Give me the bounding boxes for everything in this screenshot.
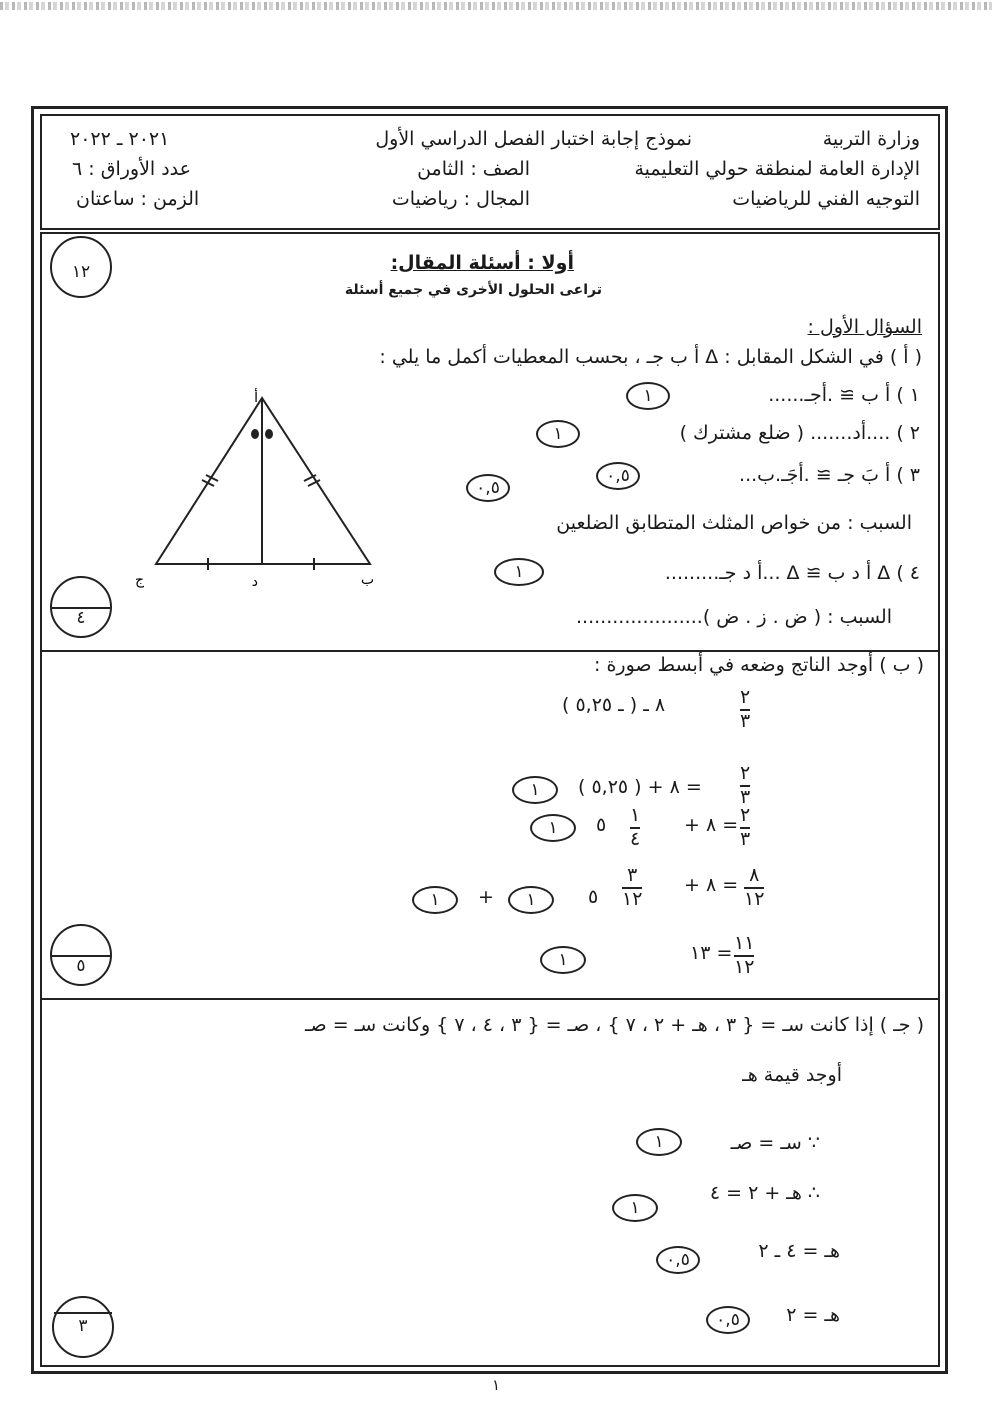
row-5: = ١٣ <box>690 942 733 964</box>
pages-count: عدد الأوراق : ٦ <box>72 158 191 180</box>
mark-circle: ١ <box>508 886 554 914</box>
q1a-line2: ٢ ) ....أد....... ( ضلع مشترك ) <box>679 422 920 444</box>
fraction: ٢ ٣ <box>740 762 751 808</box>
reason-2: السبب : ( ض . ز . ض )..................... <box>576 606 892 628</box>
triangle-figure <box>134 390 390 590</box>
q1a-line1: ١ ) أ ب ≅ .أجـ...... <box>768 384 920 406</box>
label-d: د <box>251 574 258 590</box>
fraction: ١١ ١٢ <box>734 932 755 978</box>
label-c: ج <box>134 572 144 588</box>
fraction: ٢ ٣ <box>740 686 751 732</box>
step-4: هـ = ٢ <box>786 1304 840 1326</box>
row-4: = ٨ + <box>684 874 739 896</box>
row-1: ٨ ـ ( ـ ٥,٢٥ ) <box>562 694 666 716</box>
subject: المجال : رياضيات <box>391 188 530 210</box>
q1a-prompt: ( أ ) في الشكل المقابل : Δ أ ب جـ ، بحسب المعطيات أكمل ما يلي : <box>379 346 922 368</box>
whole-part: ٥ <box>588 886 599 908</box>
divider-2 <box>40 998 940 1000</box>
score-circle-q1c: ٣ <box>52 1296 114 1358</box>
fraction: ٨ ١٢ <box>744 864 765 910</box>
label-b: ب <box>360 572 374 588</box>
mark-circle: ١ <box>626 382 670 410</box>
mark-circle: ١ <box>530 814 576 842</box>
q1b-prompt: ( ب ) أوجد الناتج وضعه في أبسط صورة : <box>594 654 924 676</box>
mark-circle: ١ <box>636 1128 682 1156</box>
whole-part: ٥ <box>596 814 607 836</box>
q1c-prompt: ( جـ ) إذا كانت سـ = { ٣ ، هـ + ٢ ، ٧ } ، صـ = { ٣ ، ٤ ، ٧ } وكانت سـ = صـ <box>304 1014 924 1036</box>
mark-circle: ١ <box>494 558 544 586</box>
mark-circle: ٠,٥ <box>656 1246 700 1274</box>
row-3: = ٨ + <box>684 814 739 836</box>
step-3: هـ = ٤ ـ ٢ <box>758 1240 840 1262</box>
q1a-line4: ٤ ) Δ أ د ب ≅ Δ ...أ د جـ......... <box>664 562 920 584</box>
ministry: وزارة التربية <box>822 128 920 150</box>
q1-heading: السؤال الأول : <box>807 316 922 338</box>
mark-circle: ٠,٥ <box>466 474 510 502</box>
grade: الصف : الثامن <box>417 158 530 180</box>
step-2: ∴ هـ + ٢ = ٤ <box>709 1182 820 1204</box>
mark-circle: ٠,٥ <box>706 1306 750 1334</box>
q1a-line3: ٣ ) أ بَ جـ ≅ .أجَـ.ب... <box>739 464 920 486</box>
scan-noise <box>0 2 992 10</box>
mark-circle: ١ <box>512 776 558 804</box>
fraction: ٢ ٣ <box>740 804 751 850</box>
mark-circle: ١ <box>412 886 458 914</box>
time: الزمن : ساعتان <box>76 188 200 210</box>
mark-circle: ٠,٥ <box>596 462 640 490</box>
fraction: ٣ ١٢ <box>622 864 643 910</box>
page-number: ١ <box>492 1376 501 1394</box>
fraction: ١ ٤ <box>630 804 641 850</box>
label-a: أ <box>254 390 258 406</box>
row-2: = ٨ + ( ٥,٢٥ ) <box>578 776 702 798</box>
section-note: تراعى الحلول الأخرى في جميع أسئلة <box>344 282 602 298</box>
district: الإدارة العامة لمنطقة حولي التعليمية <box>634 158 920 180</box>
plus-sign: + <box>478 886 494 908</box>
reason-1: السبب : من خواص المثلث المتطابق الضلعين <box>556 512 912 534</box>
section-title: أولا : أسئلة المقال: <box>390 252 574 274</box>
score-circle-section: ١٢ <box>50 236 112 298</box>
mark-circle: ١ <box>536 420 580 448</box>
score-circle-q1a: ٤ <box>50 576 112 638</box>
q1c-find: أوجد قيمة هـ <box>742 1064 842 1086</box>
mark-circle: ١ <box>612 1194 658 1222</box>
score-circle-q1b: ٥ <box>50 924 112 986</box>
year: ٢٠٢١ ـ ٢٠٢٢ <box>70 128 170 150</box>
step-1: ∵ سـ = صـ <box>730 1132 820 1154</box>
department: التوجيه الفني للرياضيات <box>732 188 920 210</box>
exam-title: نموذج إجابة اختبار الفصل الدراسي الأول <box>375 128 692 150</box>
mark-circle: ١ <box>540 946 586 974</box>
divider-1 <box>40 650 940 652</box>
